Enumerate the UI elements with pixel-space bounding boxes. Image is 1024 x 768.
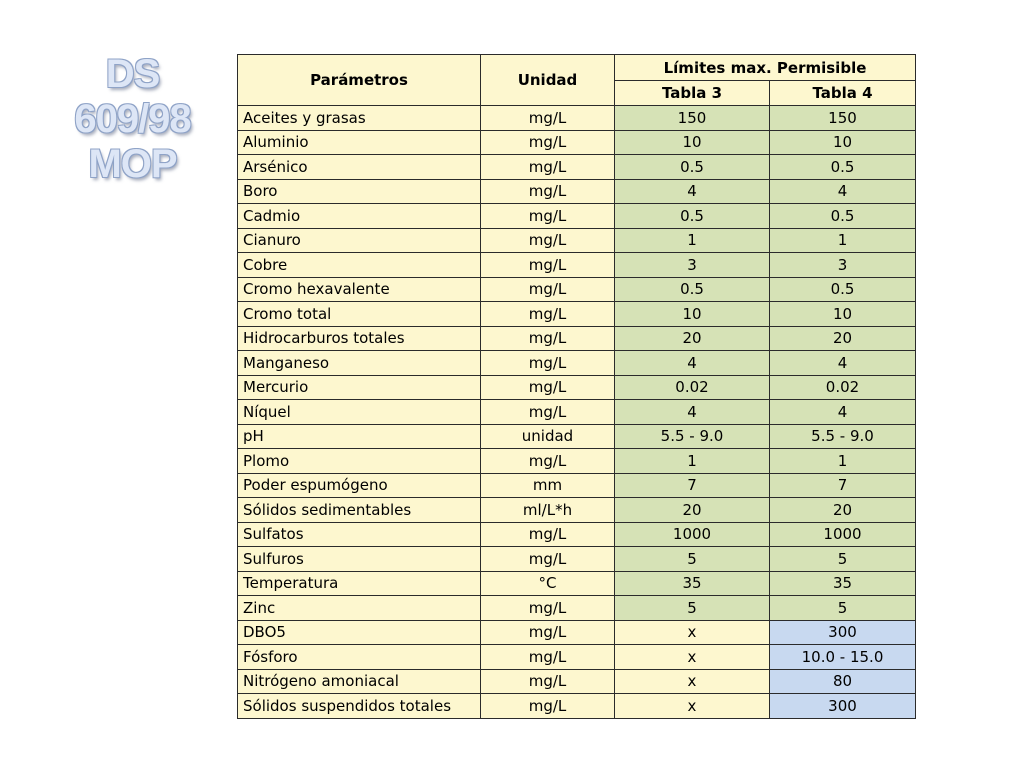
tabla3-cell: 0.02 xyxy=(615,375,770,400)
header-tabla4: Tabla 4 xyxy=(770,81,916,106)
param-cell: Mercurio xyxy=(238,375,481,400)
table-body xyxy=(238,106,916,719)
unit-cell: mg/L xyxy=(481,694,615,719)
table-row xyxy=(238,449,916,474)
unit-cell: mg/L xyxy=(481,375,615,400)
table-row xyxy=(238,620,916,645)
unit-cell: mg/L xyxy=(481,522,615,547)
param-cell: Temperatura xyxy=(238,571,481,596)
tabla4-cell: 4 xyxy=(770,179,916,204)
tabla4-cell: 1 xyxy=(770,228,916,253)
unit-cell: unidad xyxy=(481,424,615,449)
table-row xyxy=(238,645,916,670)
table-row xyxy=(238,571,916,596)
tabla3-cell: 1 xyxy=(615,449,770,474)
tabla3-cell: 35 xyxy=(615,571,770,596)
limits-table xyxy=(237,54,916,719)
unit-cell: mg/L xyxy=(481,351,615,376)
unit-cell: mg/L xyxy=(481,620,615,645)
tabla4-cell: 3 xyxy=(770,253,916,278)
table-row xyxy=(238,473,916,498)
unit-cell: mg/L xyxy=(481,547,615,572)
param-cell: Sulfatos xyxy=(238,522,481,547)
tabla3-cell: 4 xyxy=(615,400,770,425)
unit-cell: mg/L xyxy=(481,302,615,327)
table-row xyxy=(238,277,916,302)
table-row xyxy=(238,106,916,131)
table-row xyxy=(238,204,916,229)
slide-title-line-1: DS xyxy=(105,52,160,96)
tabla4-cell: 5 xyxy=(770,596,916,621)
slide-title-line-2: 609/98 xyxy=(74,97,191,141)
table-row xyxy=(238,424,916,449)
unit-cell: mg/L xyxy=(481,669,615,694)
slide-title-line-3: MOP xyxy=(88,142,177,186)
table-row xyxy=(238,498,916,523)
param-cell: Cadmio xyxy=(238,204,481,229)
table-row xyxy=(238,669,916,694)
tabla4-cell: 4 xyxy=(770,351,916,376)
table-row xyxy=(238,228,916,253)
slide-title xyxy=(40,52,225,187)
param-cell: Cromo hexavalente xyxy=(238,277,481,302)
param-cell: Plomo xyxy=(238,449,481,474)
param-cell: Cobre xyxy=(238,253,481,278)
unit-cell: mg/L xyxy=(481,228,615,253)
param-cell: Fósforo xyxy=(238,645,481,670)
unit-cell: mg/L xyxy=(481,130,615,155)
tabla4-cell: 7 xyxy=(770,473,916,498)
table-row xyxy=(238,596,916,621)
tabla4-cell: 80 xyxy=(770,669,916,694)
unit-cell: ml/L*h xyxy=(481,498,615,523)
table-row xyxy=(238,351,916,376)
unit-cell: mg/L xyxy=(481,277,615,302)
unit-cell: mg/L xyxy=(481,155,615,180)
tabla4-cell: 5.5 - 9.0 xyxy=(770,424,916,449)
unit-cell: mm xyxy=(481,473,615,498)
tabla4-cell: 10 xyxy=(770,302,916,327)
tabla3-cell: x xyxy=(615,669,770,694)
param-cell: Sulfuros xyxy=(238,547,481,572)
unit-cell: mg/L xyxy=(481,106,615,131)
header-parametros: Parámetros xyxy=(238,55,481,106)
table-row xyxy=(238,179,916,204)
param-cell: DBO5 xyxy=(238,620,481,645)
tabla3-cell: x xyxy=(615,694,770,719)
tabla4-cell: 0.5 xyxy=(770,277,916,302)
tabla3-cell: 10 xyxy=(615,302,770,327)
tabla3-cell: x xyxy=(615,620,770,645)
tabla4-cell: 20 xyxy=(770,498,916,523)
tabla4-cell: 0.5 xyxy=(770,155,916,180)
unit-cell: mg/L xyxy=(481,179,615,204)
tabla3-cell: 5 xyxy=(615,547,770,572)
param-cell: pH xyxy=(238,424,481,449)
param-cell: Nitrógeno amoniacal xyxy=(238,669,481,694)
tabla3-cell: 3 xyxy=(615,253,770,278)
param-cell: Arsénico xyxy=(238,155,481,180)
unit-cell: mg/L xyxy=(481,645,615,670)
tabla4-cell: 0.02 xyxy=(770,375,916,400)
tabla3-cell: 20 xyxy=(615,326,770,351)
unit-cell: mg/L xyxy=(481,253,615,278)
tabla4-cell: 300 xyxy=(770,620,916,645)
tabla4-cell: 5 xyxy=(770,547,916,572)
tabla3-cell: 4 xyxy=(615,351,770,376)
tabla3-cell: 10 xyxy=(615,130,770,155)
tabla3-cell: 1 xyxy=(615,228,770,253)
param-cell: Níquel xyxy=(238,400,481,425)
tabla3-cell: 7 xyxy=(615,473,770,498)
tabla4-cell: 1000 xyxy=(770,522,916,547)
table-row xyxy=(238,375,916,400)
tabla3-cell: 4 xyxy=(615,179,770,204)
table-row xyxy=(238,694,916,719)
tabla4-cell: 150 xyxy=(770,106,916,131)
tabla3-cell: 0.5 xyxy=(615,277,770,302)
table-row xyxy=(238,522,916,547)
param-cell: Aluminio xyxy=(238,130,481,155)
tabla4-cell: 10.0 - 15.0 xyxy=(770,645,916,670)
tabla4-cell: 300 xyxy=(770,694,916,719)
tabla3-cell: 0.5 xyxy=(615,204,770,229)
unit-cell: mg/L xyxy=(481,449,615,474)
table-row xyxy=(238,253,916,278)
param-cell: Hidrocarburos totales xyxy=(238,326,481,351)
header-tabla3: Tabla 3 xyxy=(615,81,770,106)
tabla4-cell: 1 xyxy=(770,449,916,474)
table-row xyxy=(238,326,916,351)
unit-cell: mg/L xyxy=(481,596,615,621)
tabla3-cell: 5 xyxy=(615,596,770,621)
param-cell: Cromo total xyxy=(238,302,481,327)
unit-cell: mg/L xyxy=(481,400,615,425)
param-cell: Zinc xyxy=(238,596,481,621)
unit-cell: °C xyxy=(481,571,615,596)
param-cell: Manganeso xyxy=(238,351,481,376)
tabla3-cell: 0.5 xyxy=(615,155,770,180)
tabla3-cell: x xyxy=(615,645,770,670)
unit-cell: mg/L xyxy=(481,326,615,351)
param-cell: Boro xyxy=(238,179,481,204)
param-cell: Cianuro xyxy=(238,228,481,253)
tabla4-cell: 0.5 xyxy=(770,204,916,229)
tabla3-cell: 20 xyxy=(615,498,770,523)
unit-cell: mg/L xyxy=(481,204,615,229)
tabla4-cell: 35 xyxy=(770,571,916,596)
table-row xyxy=(238,400,916,425)
param-cell: Sólidos suspendidos totales xyxy=(238,694,481,719)
table-row xyxy=(238,130,916,155)
tabla3-cell: 5.5 - 9.0 xyxy=(615,424,770,449)
header-limites: Límites max. Permisible xyxy=(615,55,916,81)
table-row xyxy=(238,302,916,327)
tabla4-cell: 10 xyxy=(770,130,916,155)
tabla3-cell: 1000 xyxy=(615,522,770,547)
header-unidad: Unidad xyxy=(481,55,615,106)
table-row xyxy=(238,547,916,572)
tabla4-cell: 20 xyxy=(770,326,916,351)
param-cell: Poder espumógeno xyxy=(238,473,481,498)
param-cell: Aceites y grasas xyxy=(238,106,481,131)
param-cell: Sólidos sedimentables xyxy=(238,498,481,523)
tabla3-cell: 150 xyxy=(615,106,770,131)
table-row xyxy=(238,155,916,180)
tabla4-cell: 4 xyxy=(770,400,916,425)
